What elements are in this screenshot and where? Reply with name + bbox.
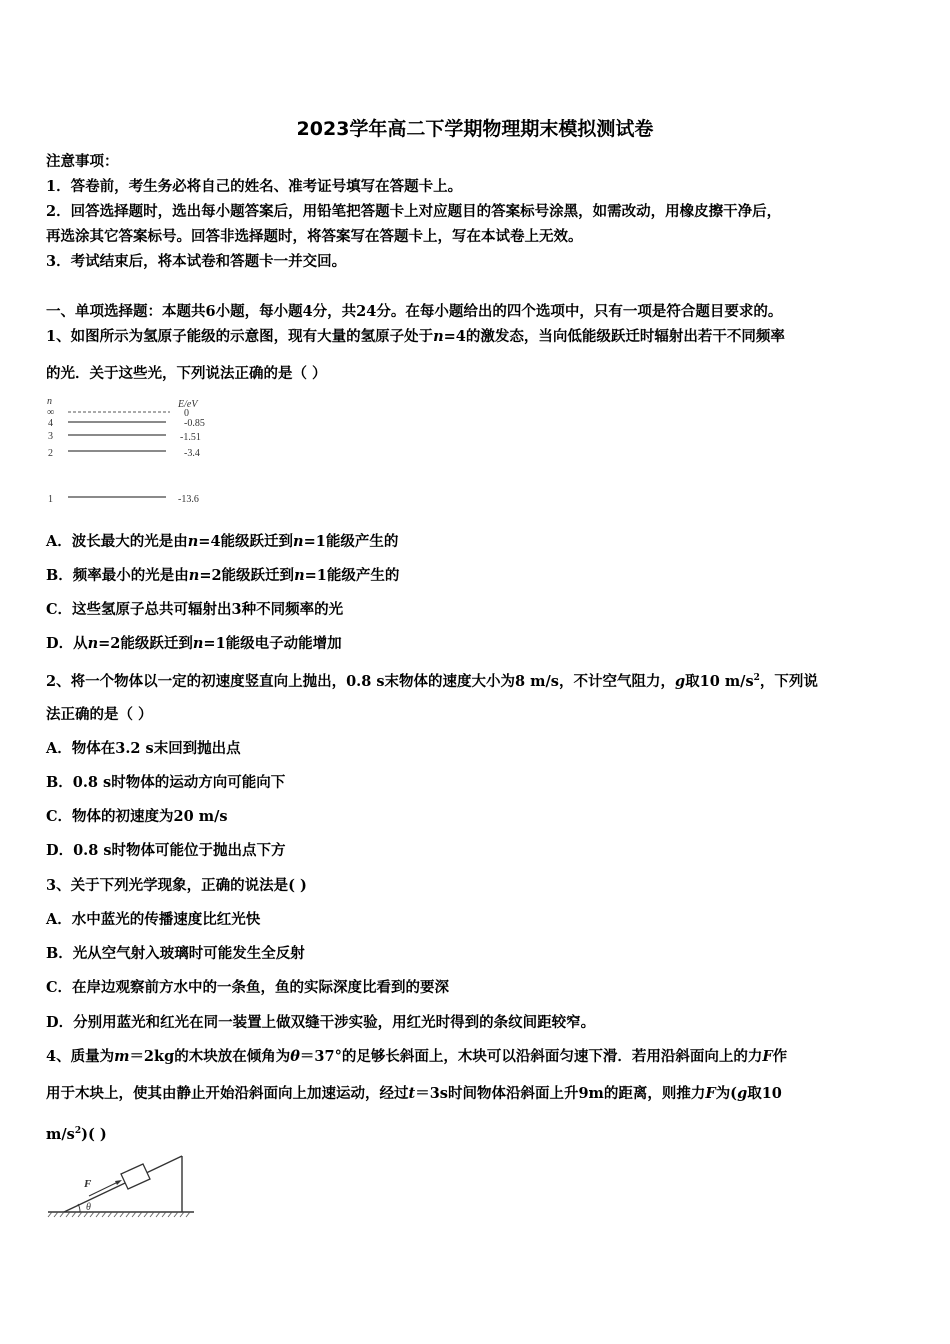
infinity-label: ∞ (47, 407, 55, 418)
q1-stem-line1: 1、如图所示为氢原子能级的示意图，现有大量的氢原子处于n=4的激发态，当向低能级跃迁时辐射出若干不同频率 (46, 328, 785, 345)
q2-option-a: A．物体在3.2 s末回到抛出点 (46, 740, 241, 757)
q3-option-a: A．水中蓝光的传播速度比红光快 (46, 911, 261, 928)
n-axis-label: n (47, 396, 52, 407)
q3-option-c: C．在岸边观察前方水中的一条鱼，鱼的实际深度比看到的要深 (46, 979, 450, 996)
q4-stem-line1: 4、质量为m＝2kg的木块放在倾角为θ＝37°的足够长斜面上，木块可以沿斜面匀速下滑．若用沿斜面向上的力F作 (46, 1048, 788, 1065)
level-n-label: 3 (48, 431, 53, 442)
level-e-label: -13.6 (178, 494, 199, 505)
q4-stem-line3: $m/s^2$)( ) (46, 1125, 107, 1143)
level-n-label: 2 (48, 448, 53, 459)
wooden-block (121, 1164, 150, 1189)
q1-option-a: A．波长最大的光是由n=4能级跃迁到n=1能级产生的 (46, 533, 399, 550)
notice-item: 2．回答选择题时，选出每小题答案后，用铅笔把答题卡上对应题目的答案标号涂黑，如需改动，用橡皮擦干净后， (46, 203, 782, 220)
force-label: F (84, 1178, 92, 1190)
energy-axis-label: E/eV (178, 399, 198, 410)
level-e-label: -3.4 (184, 448, 200, 459)
notice-item: 3．考试结束后，将本试卷和答题卡一并交回。 (46, 253, 347, 270)
q1-option-c: C．这些氢原子总共可辐射出3种不同频率的光 (46, 601, 344, 618)
notice-item: 再选涂其它答案标号。回答非选择题时，将答案写在答题卡上，写在本试卷上无效。 (46, 228, 583, 245)
q3-stem: 3、关于下列光学现象，正确的说法是( ) (46, 877, 307, 894)
angle-label: θ (86, 1202, 91, 1213)
section-heading: 一、单项选择题：本题共6小题，每小题4分，共24分。在每小题给出的四个选项中，只有一项是符合题目要求的。 (46, 303, 783, 320)
q1-option-d: D．从n=2能级跃迁到n=1能级电子动能增加 (46, 635, 342, 652)
q3-option-b: B．光从空气射入玻璃时可能发生全反射 (46, 945, 305, 962)
level-n-label: 4 (48, 418, 53, 429)
q4-stem-line2: 用于木块上，使其由静止开始沿斜面向上加速运动，经过t＝3s时间物体沿斜面上升9m的距离，则推力F为(g取10 (46, 1085, 782, 1102)
page-title: 2023学年高二下学期物理期末模拟测试卷 (296, 118, 654, 140)
level-n-label: 1 (48, 494, 53, 505)
ground-hatching (48, 1212, 190, 1217)
force-arrow (89, 1181, 120, 1196)
q1-stem-line2: 的光．关于这些光，下列说法正确的是（ ） (46, 365, 327, 382)
level-e-label: -0.85 (184, 418, 205, 429)
level-e-label: -1.51 (180, 432, 201, 443)
q2-stem-line1: 2、将一个物体以一定的初速度竖直向上抛出，0.8 s末物体的速度大小为8 m/s，不计空气阻力，g取10 $m/s^2$，下列说 (46, 672, 818, 690)
q3-option-d: D．分别用蓝光和红光在同一装置上做双缝干涉实验，用红光时得到的条纹间距较窄。 (46, 1014, 596, 1031)
q2-stem-line2: 法正确的是（ ） (46, 706, 153, 723)
incline-surface (64, 1156, 182, 1212)
notice-heading: 注意事项： (46, 153, 119, 170)
q2-option-c: C．物体的初速度为20 m/s (46, 808, 228, 825)
q2-option-d: D．0.8 s时物体可能位于抛出点下方 (46, 842, 286, 859)
q1-option-b: B．频率最小的光是由n=2能级跃迁到n=1能级产生的 (46, 567, 400, 584)
notice-item: 1．答卷前，考生务必将自己的姓名、准考证号填写在答题卡上。 (46, 178, 463, 195)
incline-diagram (44, 1150, 199, 1222)
zero-energy-label: 0 (184, 408, 189, 419)
q2-option-b: B．0.8 s时物体的运动方向可能向下 (46, 774, 286, 791)
energy-level-diagram (44, 393, 224, 513)
